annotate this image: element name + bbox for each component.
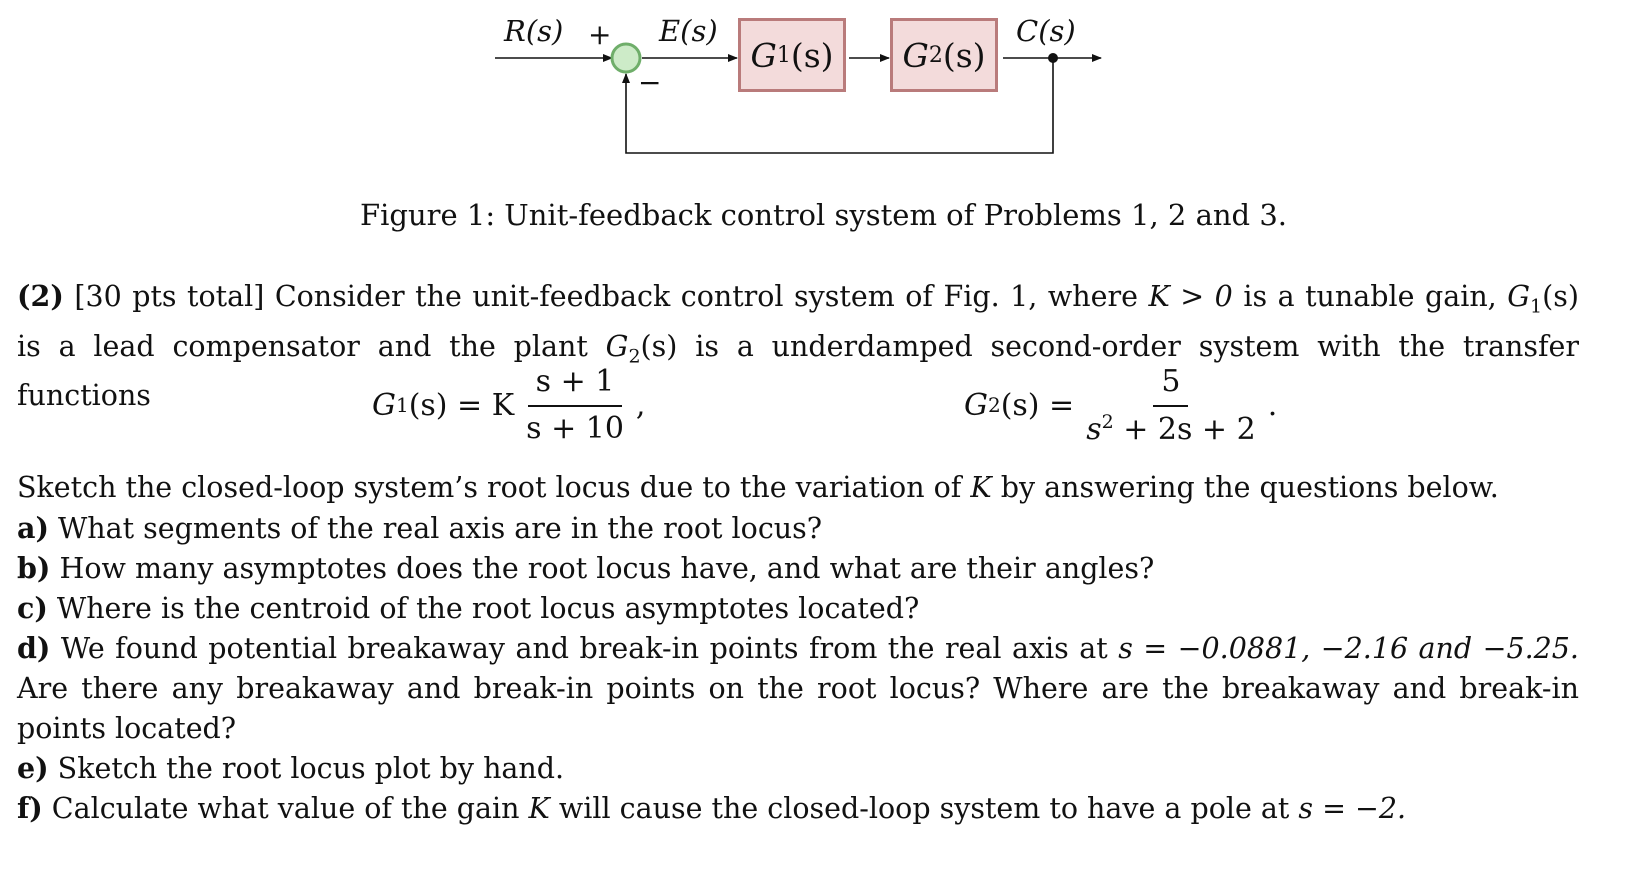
output-label: C(s)	[1016, 14, 1076, 48]
question-c-text: Where is the centroid of the root locus asymptotes located?	[47, 592, 920, 625]
block-g2-name: G	[902, 35, 929, 75]
question-f-k: K	[528, 792, 550, 825]
minus-sign: −	[638, 66, 662, 99]
eq-g2-den-sup: 2	[1101, 410, 1114, 433]
block-g1-name: G	[750, 35, 777, 75]
question-a-text: What segments of the real axis are in the root locus?	[48, 512, 823, 545]
question-a-label: a)	[17, 511, 49, 545]
input-label: R(s)	[504, 14, 564, 48]
eq-g2-den-s: s	[1086, 411, 1102, 447]
question-f-text-1: Calculate what value of the gain	[42, 792, 529, 825]
eq-g2-lhs: G	[964, 387, 988, 423]
problem-statement	[17, 276, 1579, 416]
eq-g2-lhs-sub: 2	[987, 393, 1001, 417]
g2-symbol-arg: (s)	[640, 329, 678, 363]
equation-g2	[964, 360, 1277, 450]
block-g1	[738, 18, 846, 92]
question-d-text-2: Are there any breakaway and break-in points on the root locus? Where are the breakaway and break-in points located?	[17, 672, 1579, 745]
eq-g1-trail: ,	[635, 387, 646, 423]
eq-g2-numerator: 5	[1153, 364, 1188, 407]
block-g2-arg: (s)	[942, 35, 986, 75]
block-g2	[890, 18, 998, 92]
instructions-k: K	[970, 471, 992, 504]
figure-caption: Figure 1: Unit-feedback control system of Problems 1, 2 and 3.	[359, 198, 1288, 232]
plus-sign: +	[588, 18, 612, 51]
question-d	[17, 628, 1579, 749]
question-e-text: Sketch the root locus plot by hand.	[48, 752, 565, 785]
eq-g2-denominator	[1078, 407, 1264, 447]
intro-text-1: [30 pts total] Consider the unit-feedback control system of Fig. 1, where	[63, 280, 1149, 313]
g1-symbol: G	[1507, 280, 1531, 313]
question-c-label: c)	[17, 591, 48, 625]
k-condition: K > 0	[1148, 280, 1233, 313]
problem-number: (2)	[17, 279, 64, 313]
question-f-text-2: will cause the closed-loop system to have a pole at	[549, 792, 1299, 825]
equation-g1	[372, 360, 645, 450]
g2-symbol-sub: 2	[628, 345, 641, 368]
question-b-label: b)	[17, 551, 51, 585]
question-c	[17, 588, 1579, 629]
takeoff-point	[1048, 53, 1058, 63]
eq-g1-lhs-sub: 1	[395, 393, 409, 417]
instructions-lead: Sketch the closed-loop system’s root locus due to the variation of	[17, 471, 971, 504]
eq-g1-lhs: G	[372, 387, 396, 423]
question-f-pole: s = −2.	[1298, 792, 1407, 825]
eq-g2-fraction	[1078, 364, 1264, 447]
eq-g1-numerator: s + 1	[528, 364, 623, 407]
question-f-label: f)	[17, 791, 43, 825]
eq-g1-denominator: s + 10	[526, 411, 624, 446]
intro-text-2: is a tunable gain,	[1232, 280, 1508, 313]
eq-g2-trail: .	[1267, 387, 1278, 423]
question-b-text: How many asymptotes does the root locus have, and what are their angles?	[50, 552, 1155, 585]
question-d-label: d)	[17, 631, 51, 665]
g1-symbol-arg: (s)	[1542, 280, 1579, 313]
eq-g1-fraction	[518, 364, 632, 446]
eq-g2-den-rest: + 2s + 2	[1113, 411, 1256, 447]
intro-text-4: is a underdamped second-order system with the transfer functions	[17, 329, 1580, 413]
question-d-text-1: We found potential breakaway and break-in points from the real axis at	[50, 632, 1119, 665]
block-g2-sub: 2	[928, 42, 943, 68]
question-e	[17, 748, 1579, 789]
intro-text-3: is a lead compensator and the plant	[17, 329, 606, 363]
g2-symbol: G	[605, 329, 629, 363]
question-f	[17, 788, 1579, 829]
instructions-tail: by answering the questions below.	[991, 471, 1499, 504]
summing-junction	[612, 44, 640, 72]
eq-g1-lhs-arg: (s) = K	[408, 387, 515, 423]
instructions	[17, 468, 1579, 508]
g1-symbol-sub: 1	[1530, 295, 1543, 318]
question-d-values: s = −0.0881, −2.16 and −5.25.	[1118, 632, 1579, 665]
block-g1-sub: 1	[776, 42, 791, 68]
question-e-label: e)	[17, 751, 49, 785]
question-b	[17, 548, 1579, 589]
eq-g2-lhs-arg: (s) =	[1000, 387, 1075, 423]
block-diagram	[0, 0, 1647, 190]
block-g1-arg: (s)	[790, 35, 834, 75]
error-label: E(s)	[659, 14, 718, 48]
question-a	[17, 508, 1579, 549]
